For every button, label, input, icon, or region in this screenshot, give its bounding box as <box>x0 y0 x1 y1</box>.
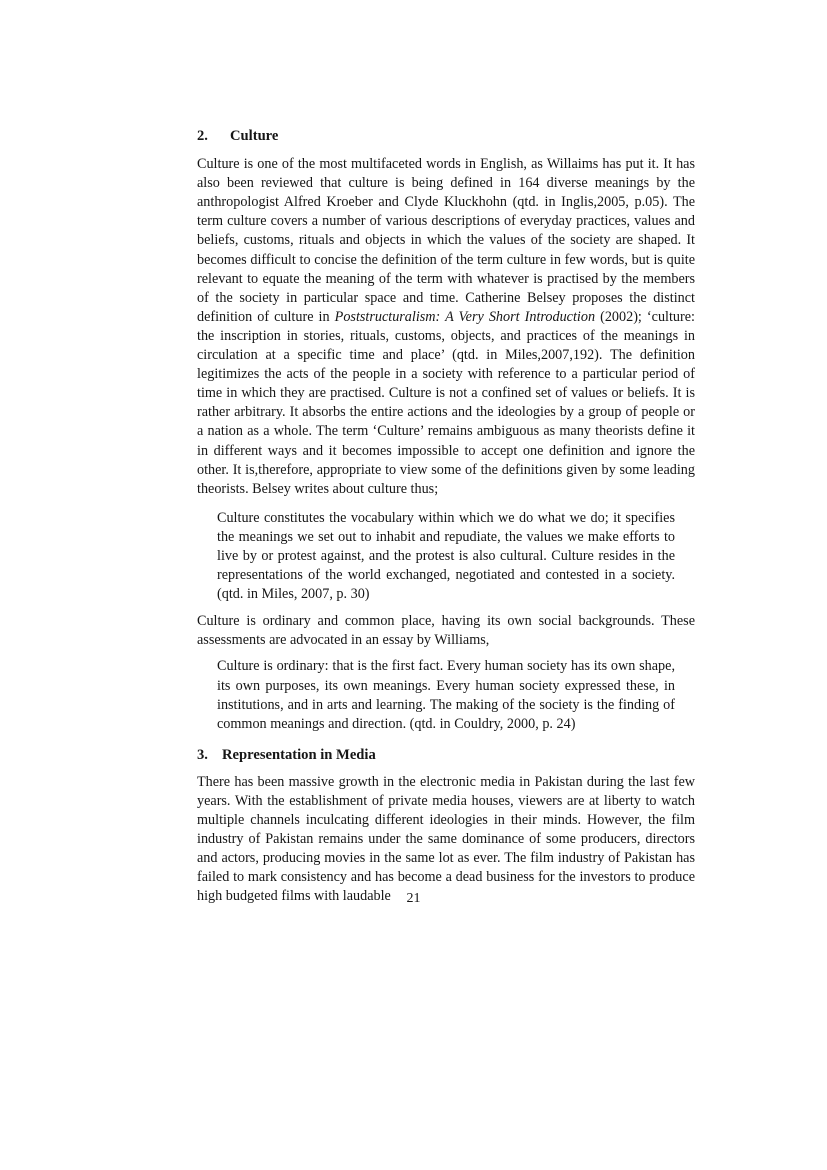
section-number: 2. <box>197 128 208 144</box>
paragraph-media-growth: There has been massive growth in the electronic media in Pakistan during the last few years. With the establishment of private media houses, viewers are at liberty to watch multiple channels inculcating different ideologies in their minds. However, the film industry of Pakistan remains under the same dominance of some producers, directors and actors, producing movies in the same lot as ever. The film industry of Pakistan has failed to mark consistency and has become a dead business for the investors to produce high budgeted films with laudable <box>197 773 695 905</box>
section-title: Culture <box>230 128 279 144</box>
paragraph-culture-definition <box>197 155 695 499</box>
book-title: Poststructuralism: A Very Short Introduction <box>334 308 596 325</box>
section-heading-culture <box>197 127 695 146</box>
block-quote-williams: Culture is ordinary: that is the first fact. Every human society has its own shape, its own purposes, its own meanings. Every human society expressed these, in institutions, and in arts and learning. The making of the society is the finding of common meanings and direction. (qtd. in Couldry, 2000, p. 24) <box>217 658 675 732</box>
paragraph-text: (2002); ‘culture: the inscription in stories, rituals, customs, objects, and practices of the meanings in circulation at a specific time and place’ (qtd. in Miles,2007,192). The definition legitimizes the acts of the people in a society with reference to a particular period of time in which they are practised. Culture is not a confined set of values or beliefs. It is rather arbitrary. It absorbs the entire actions and the ideologies by a group of people or a nation as a whole. The term ‘Culture’ remains ambiguous as many theorists define it in different ways and it becomes impossible to accept one definition and ignore the other. It is,therefore, appropriate to view some of the definitions given by some leading theorists. Belsey writes about culture thus; <box>197 308 695 497</box>
section-number: 3. <box>197 746 208 763</box>
block-quote-belsey: Culture constitutes the vocabulary within which we do what we do; it specifies the meanings we set out to inhabit and repudiate, the values we make efforts to live by or protest against, and the protest is also cultural. Culture resides in the representations of the world exchanged, negotiated and contested in a society. (qtd. in Miles, 2007, p. 30) <box>217 509 675 603</box>
page-number: 21 <box>406 891 421 906</box>
paragraph-text: Culture is one of the most multifaceted words in English, as Willaims has put it. It has also been reviewed that culture is being defined in 164 diverse meanings by the anthropologist Alfred Kroeber and Clyde Kluckhohn (qtd. in Inglis,2005, p.05). The term culture covers a number of various descriptions of everyday practices, values and beliefs, customs, rituals and objects in which the values of the society are shaped. It becomes difficult to concise the definition of the term culture in few words, but is quite relevant to equate the meaning of the term with whatever is practised by the members of the society in particular space and time. Catherine Belsey proposes the distinct definition of culture in <box>197 156 695 325</box>
section-heading-representation <box>197 746 695 765</box>
page-body <box>197 120 695 907</box>
paragraph-culture-ordinary: Culture is ordinary and common place, having its own social backgrounds. These assessments are advocated in an essay by Williams, <box>197 613 695 649</box>
section-title: Representation in Media <box>222 746 376 763</box>
